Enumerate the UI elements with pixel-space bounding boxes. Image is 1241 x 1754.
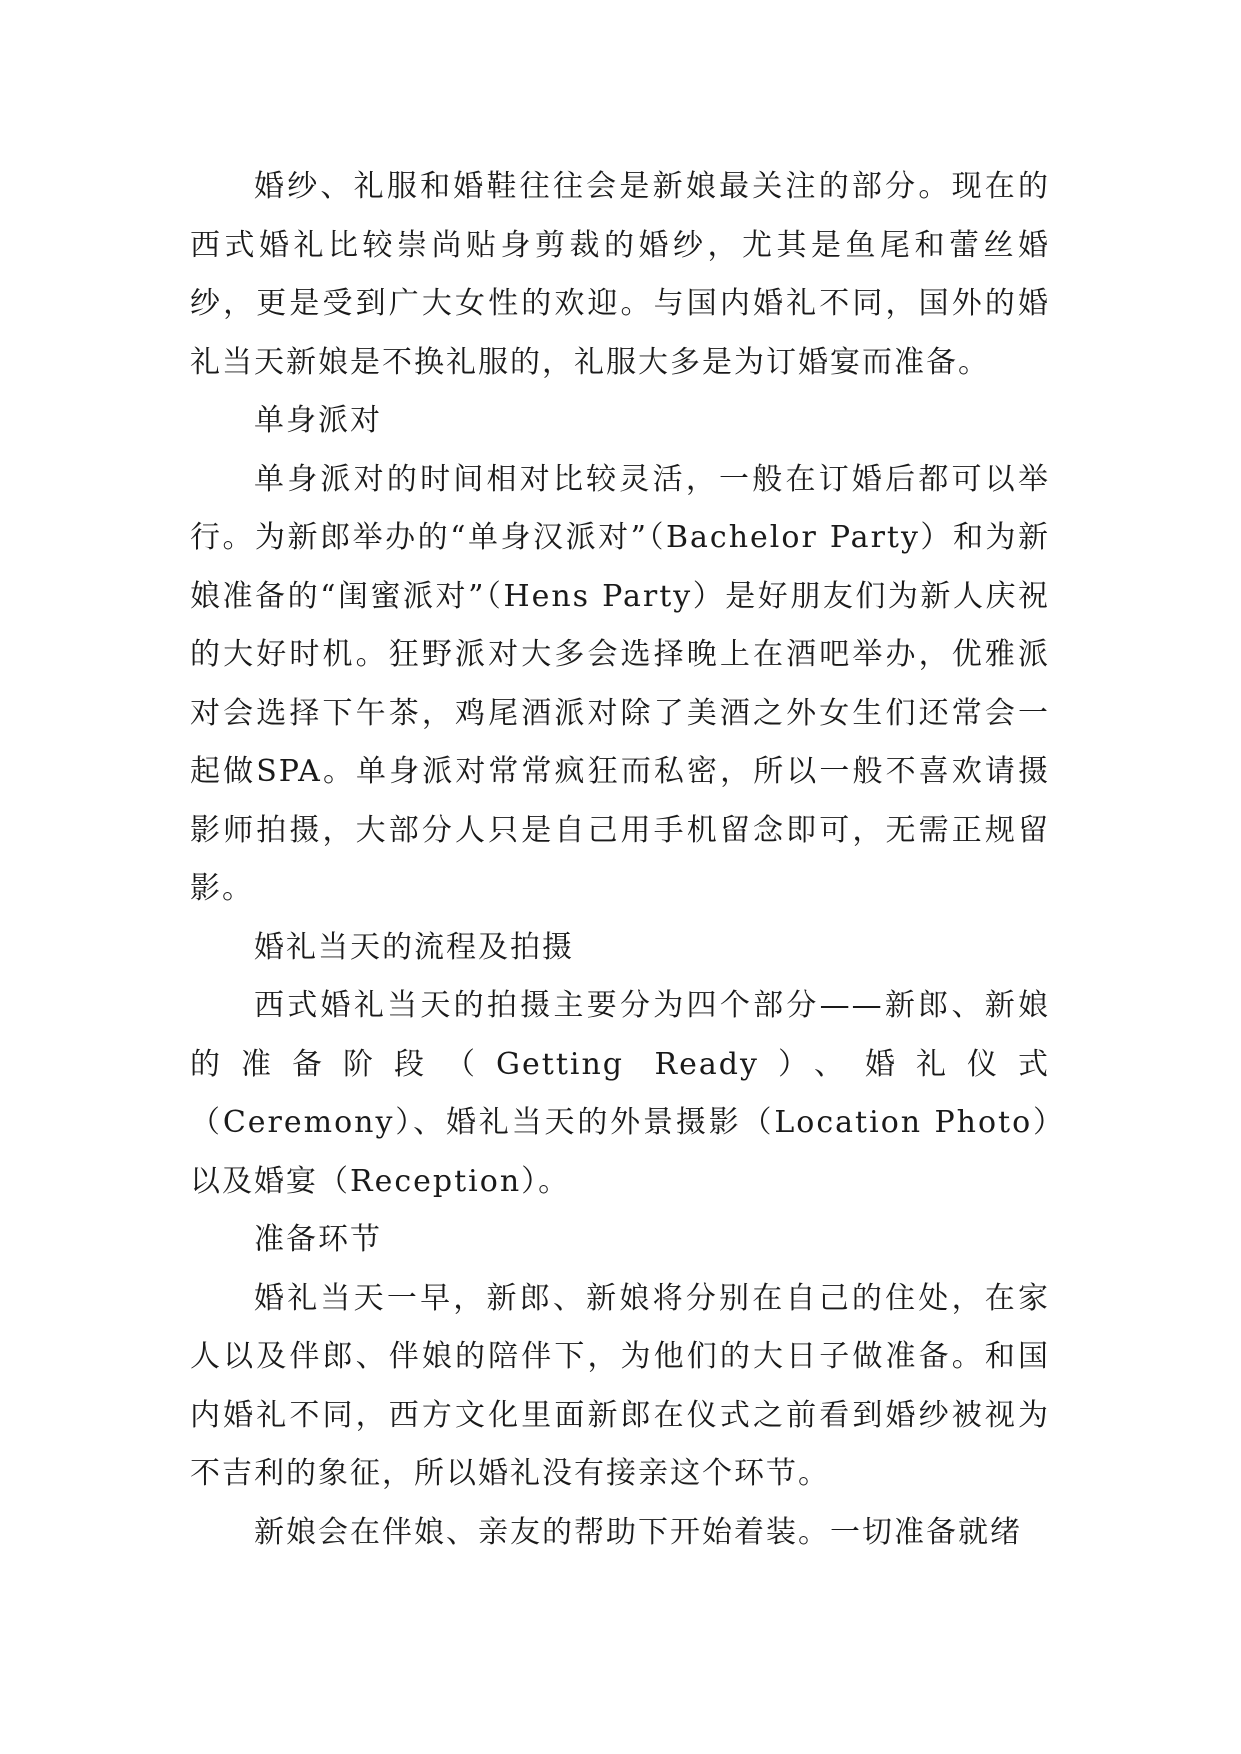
heading-wedding-day-process: 婚礼当天的流程及拍摄 bbox=[254, 929, 574, 965]
paragraph-bride-dressing: 新娘会在伴娘、亲友的帮助下开始着装。一切准备就绪 bbox=[254, 1514, 1022, 1550]
paragraph-preparation: 婚礼当天一早，新郎、新娘将分别在自己的住处，在家人以及伴郎、伴娘的陪伴下，为他们的大日子做准备。和国内婚礼不同，西方文化里面新郎在仪式之前看到婚纱被视为不吉利的象征，所以婚礼没有接亲这个环节。 bbox=[190, 1280, 1050, 1491]
paragraph-wedding-dress: 婚纱、礼服和婚鞋往往会是新娘最关注的部分。现在的西式婚礼比较崇尚贴身剪裁的婚纱，尤其是鱼尾和蕾丝婚纱，更是受到广大女性的欢迎。与国内婚礼不同，国外的婚礼当天新娘是不换礼服的，礼服大多是为订婚宴而准备。 bbox=[190, 169, 1050, 380]
heading-bachelor-party: 单身派对 bbox=[254, 403, 382, 438]
document-body bbox=[190, 158, 1050, 1562]
heading-preparation: 准备环节 bbox=[254, 1222, 382, 1257]
paragraph-wedding-day-process: 西式婚礼当天的拍摄主要分为四个部分——新郎、新娘的准备阶段（Getting Ready）、婚礼仪式（Ceremony）、婚礼当天的外景摄影（Location Photo）以及婚宴（Reception）。 bbox=[190, 988, 1050, 1199]
paragraph-bachelor-party: 单身派对的时间相对比较灵活，一般在订婚后都可以举行。为新郎举办的“单身汉派对”（Bachelor Party）和为新娘准备的“闺蜜派对”（Hens Party）是好朋友们为新人庆祝的大好时机。狂野派对大多会选择晚上在酒吧举办，优雅派对会选择下午茶，鸡尾酒派对除了美酒之外女生们还常会一起做SPA。单身派对常常疯狂而私密，所以一般不喜欢请摄影师拍摄，大部分人只是自己用手机留念即可，无需正规留影。 bbox=[190, 461, 1050, 906]
